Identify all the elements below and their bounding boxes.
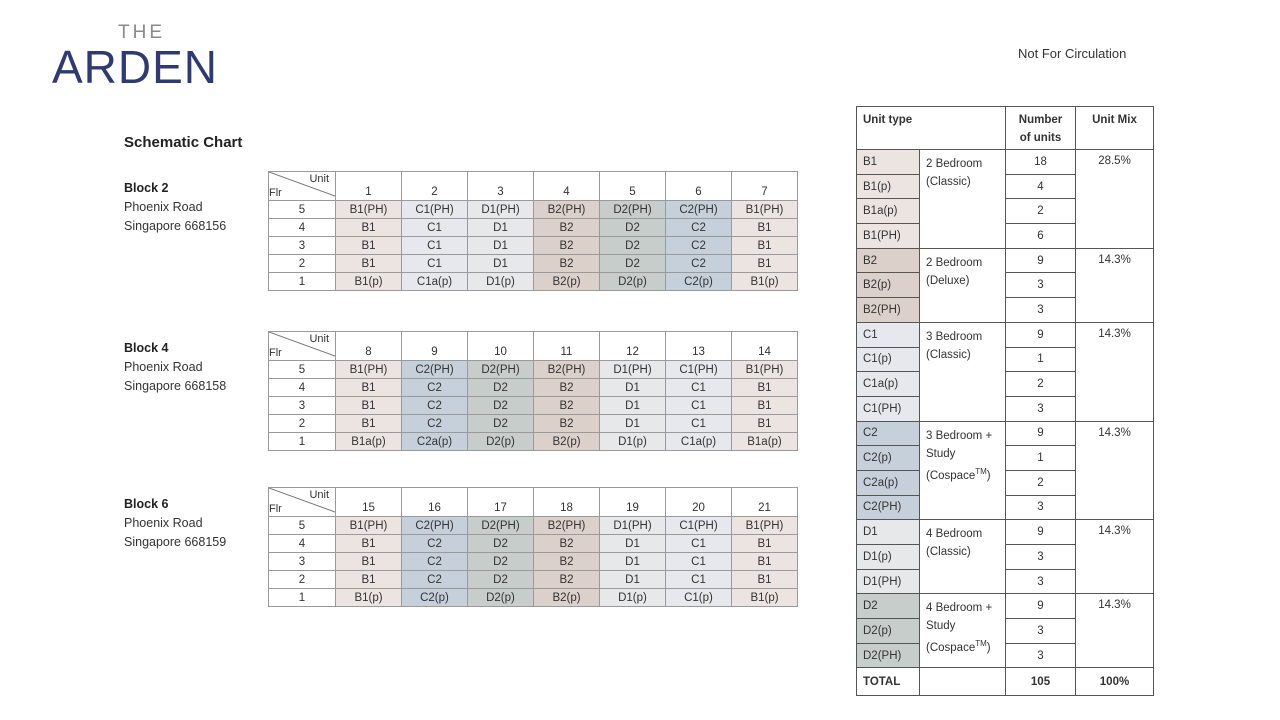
unit-cell: B1(PH) [732,201,798,219]
unit-label: Unit [309,173,329,185]
mix-row [857,248,1154,273]
unit-number: 4 [534,172,600,201]
unit-cell: B1 [336,379,402,397]
floor-number: 5 [269,517,336,535]
unit-cell: B1a(p) [336,433,402,451]
unit-cell: C2 [666,219,732,237]
unit-number: 16 [402,488,468,517]
grid-header-row [269,488,798,517]
unit-code: D1 [857,520,920,545]
floor-number: 3 [269,553,336,571]
unit-number: 15 [336,488,402,517]
unit-number: 17 [468,488,534,517]
unit-cell: B2 [534,553,600,571]
unit-cell: C2(PH) [666,201,732,219]
block-road: Phoenix Road [124,200,203,214]
trademark: TM [975,466,987,476]
unit-mix-percent: 28.5% [1076,150,1154,249]
trademark: TM [975,639,987,649]
unit-cell: C2 [402,535,468,553]
unit-description: 3 Bedroom (Classic) [920,322,1006,421]
floor-row [269,553,798,571]
unit-cell: B1 [732,415,798,433]
floor-row [269,571,798,589]
unit-cell: D1(PH) [600,517,666,535]
unit-cell: C2 [402,397,468,415]
unit-description: 2 Bedroom (Classic) [920,150,1006,249]
unit-cell: B2(PH) [534,201,600,219]
unit-count: 1 [1006,347,1076,372]
unit-cell: C1(PH) [666,361,732,379]
unit-cell: D2(p) [468,433,534,451]
unit-cell: B1(p) [732,589,798,607]
unit-description: 3 Bedroom + Study (Cospace™) [920,421,1006,520]
unit-cell: D1 [468,219,534,237]
unit-cell: C2 [666,237,732,255]
mix-header-row [857,107,1154,150]
mix-row [857,594,1154,619]
flr-label: Flr [269,187,282,199]
block-name: Block 4 [124,341,169,355]
unit-cell: B2 [534,535,600,553]
floor-number: 1 [269,589,336,607]
unit-code: C1a(p) [857,372,920,397]
unit-cell: B1 [336,571,402,589]
unit-code: C2(p) [857,446,920,471]
floor-row [269,535,798,553]
unit-cell: D1 [600,571,666,589]
unit-cell: C1 [666,397,732,415]
unit-number: 21 [732,488,798,517]
unit-count: 2 [1006,372,1076,397]
unit-cell: B1 [336,415,402,433]
unit-number: 5 [600,172,666,201]
unit-cell: B1(PH) [336,517,402,535]
unit-number: 14 [732,332,798,361]
mix-row [857,421,1154,446]
unit-cell: B2 [534,219,600,237]
unit-number: 18 [534,488,600,517]
unit-count: 3 [1006,643,1076,668]
unit-cell: C1(PH) [402,201,468,219]
unit-cell: D2 [468,553,534,571]
unit-mix-percent: 14.3% [1076,520,1154,594]
floor-row [269,273,798,291]
unit-number: 20 [666,488,732,517]
unit-cell: B2 [534,397,600,415]
mix-row [857,150,1154,175]
unit-cell: B1(p) [336,273,402,291]
unit-cell: C1(p) [666,589,732,607]
unit-code: B1 [857,150,920,175]
unit-cell: B1 [336,237,402,255]
unit-code: C2a(p) [857,470,920,495]
unit-cell: D2(PH) [468,517,534,535]
schematic-grid [268,331,798,451]
flr-label: Flr [269,503,282,515]
schematic-grid [268,487,798,607]
unit-description: 4 Bedroom + Study (Cospace™) [920,594,1006,668]
floor-number: 2 [269,415,336,433]
unit-cell: C1 [402,255,468,273]
floor-row [269,361,798,379]
unit-cell: C1 [666,415,732,433]
unit-code: B1a(p) [857,199,920,224]
unit-cell: C1 [666,571,732,589]
unit-cell: B1 [732,553,798,571]
unit-cell: B1a(p) [732,433,798,451]
floor-row [269,219,798,237]
grid-header-row [269,332,798,361]
unit-description: 2 Bedroom (Deluxe) [920,248,1006,322]
floor-number: 1 [269,433,336,451]
floor-row [269,255,798,273]
unit-count: 1 [1006,446,1076,471]
floor-row [269,517,798,535]
unit-label: Unit [309,489,329,501]
unit-cell: D2 [600,255,666,273]
logo-arden: ARDEN [52,41,219,93]
floor-number: 5 [269,361,336,379]
total-row [857,668,1154,696]
floor-number: 3 [269,237,336,255]
unit-cell: B1 [336,553,402,571]
floor-row [269,433,798,451]
unit-cell: B1(PH) [732,361,798,379]
unit-count: 4 [1006,174,1076,199]
floor-number: 4 [269,379,336,397]
unit-cell: D2(PH) [600,201,666,219]
unit-number: 7 [732,172,798,201]
unit-count: 18 [1006,150,1076,175]
unit-code: C1 [857,322,920,347]
unit-cell: B1 [732,219,798,237]
unit-cell: B2 [534,255,600,273]
unit-cell: B1 [732,379,798,397]
unit-count: 3 [1006,495,1076,520]
unit-number: 8 [336,332,402,361]
unit-cell: B1 [336,255,402,273]
unit-cell: C2 [402,553,468,571]
unit-cell: C2(p) [666,273,732,291]
floor-number: 1 [269,273,336,291]
unit-cell: B2 [534,379,600,397]
unit-cell: B1(PH) [732,517,798,535]
unit-cell: D2 [468,571,534,589]
unit-cell: D1 [600,379,666,397]
unit-count: 9 [1006,421,1076,446]
floor-number: 4 [269,219,336,237]
block-postal: Singapore 668159 [124,535,227,549]
grid-corner [269,488,336,517]
unit-cell: D2 [468,415,534,433]
block-info [124,179,226,236]
unit-cell: C2(p) [402,589,468,607]
unit-cell: B1(PH) [336,201,402,219]
unit-cell: D2 [468,379,534,397]
floor-number: 3 [269,397,336,415]
unit-count: 3 [1006,273,1076,298]
unit-cell: B1(p) [336,589,402,607]
schematic-title: Schematic Chart [124,134,243,151]
unit-cell: D1 [468,255,534,273]
unit-cell: B1 [336,397,402,415]
header-mix: Unit Mix [1076,107,1154,150]
unit-description: 4 Bedroom (Classic) [920,520,1006,594]
not-for-circulation: Not For Circulation [1018,46,1127,61]
unit-cell: C1a(p) [666,433,732,451]
unit-cell: D2 [600,237,666,255]
unit-number: 11 [534,332,600,361]
unit-mix-percent: 14.3% [1076,248,1154,322]
grid-corner [269,172,336,201]
unit-number: 1 [336,172,402,201]
unit-count: 9 [1006,322,1076,347]
unit-number: 2 [402,172,468,201]
floor-number: 2 [269,571,336,589]
unit-code: C2(PH) [857,495,920,520]
unit-number: 9 [402,332,468,361]
unit-cell: B2 [534,415,600,433]
unit-cell: D1 [600,553,666,571]
unit-cell: B1 [732,571,798,589]
unit-cell: B2 [534,571,600,589]
block-postal: Singapore 668156 [124,219,227,233]
unit-cell: B2 [534,237,600,255]
unit-cell: B1 [336,535,402,553]
unit-cell: C1(PH) [666,517,732,535]
unit-cell: B1 [732,397,798,415]
unit-cell: B1 [732,535,798,553]
unit-cell: D1(p) [600,433,666,451]
unit-number: 12 [600,332,666,361]
unit-cell: D1(PH) [468,201,534,219]
floor-number: 4 [269,535,336,553]
unit-cell: D1 [600,415,666,433]
floor-row [269,201,798,219]
unit-cell: C1 [402,237,468,255]
floor-number: 2 [269,255,336,273]
unit-mix-percent: 14.3% [1076,594,1154,668]
unit-code: C1(p) [857,347,920,372]
unit-cell: D2 [468,397,534,415]
floor-row [269,415,798,433]
unit-cell: B2(p) [534,433,600,451]
unit-cell: C2 [402,379,468,397]
unit-cell: C2 [666,255,732,273]
unit-cell: B2(PH) [534,517,600,535]
unit-number: 3 [468,172,534,201]
unit-cell: B1 [732,237,798,255]
block-name: Block 6 [124,497,169,511]
unit-count: 3 [1006,545,1076,570]
unit-cell: B2(PH) [534,361,600,379]
header-number: Number of units [1006,107,1076,150]
unit-cell: D1(p) [468,273,534,291]
unit-count: 3 [1006,619,1076,644]
unit-cell: B1(p) [732,273,798,291]
unit-cell: D1 [468,237,534,255]
unit-label: Unit [309,333,329,345]
flr-label: Flr [269,347,282,359]
unit-cell: B1(PH) [336,361,402,379]
mix-row [857,520,1154,545]
unit-number: 6 [666,172,732,201]
unit-count: 2 [1006,199,1076,224]
block-road: Phoenix Road [124,516,203,530]
unit-cell: D1 [600,397,666,415]
unit-cell: B1 [336,219,402,237]
unit-number: 19 [600,488,666,517]
unit-code: D1(p) [857,545,920,570]
unit-code: B1(PH) [857,224,920,249]
block-road: Phoenix Road [124,360,203,374]
unit-cell: C1a(p) [402,273,468,291]
unit-code: C2 [857,421,920,446]
unit-count: 3 [1006,569,1076,594]
unit-code: B1(p) [857,174,920,199]
unit-cell: C2(PH) [402,361,468,379]
unit-cell: C1 [666,379,732,397]
unit-mix-percent: 14.3% [1076,421,1154,520]
unit-cell: C1 [402,219,468,237]
block-postal: Singapore 668158 [124,379,227,393]
total-mix: 100% [1076,668,1154,696]
unit-code: D2 [857,594,920,619]
schematic-grid [268,171,798,291]
block-info [124,495,226,552]
unit-code: B2 [857,248,920,273]
floor-number: 5 [269,201,336,219]
floor-row [269,589,798,607]
unit-code: D2(PH) [857,643,920,668]
logo [52,22,237,94]
floor-row [269,237,798,255]
unit-mix-percent: 14.3% [1076,322,1154,421]
unit-count: 3 [1006,396,1076,421]
unit-code: D1(PH) [857,569,920,594]
unit-cell: D2 [468,535,534,553]
unit-code: C1(PH) [857,396,920,421]
logo-the: THE [118,22,165,43]
unit-count: 9 [1006,520,1076,545]
unit-cell: D1(p) [600,589,666,607]
unit-cell: B2(p) [534,273,600,291]
unit-cell: C2(PH) [402,517,468,535]
unit-code: D2(p) [857,619,920,644]
total-label: TOTAL [857,668,920,696]
unit-count: 9 [1006,594,1076,619]
unit-count: 6 [1006,224,1076,249]
unit-cell: C2 [402,571,468,589]
floor-row [269,397,798,415]
grid-corner [269,332,336,361]
unit-cell: D2(p) [468,589,534,607]
unit-cell: D1 [600,535,666,553]
unit-count: 2 [1006,470,1076,495]
unit-code: B2(PH) [857,298,920,323]
unit-cell: C2 [402,415,468,433]
grid-header-row [269,172,798,201]
unit-number: 10 [468,332,534,361]
unit-cell: D2(p) [600,273,666,291]
unit-mix-table [856,106,1154,696]
unit-cell: C2a(p) [402,433,468,451]
unit-cell: D2(PH) [468,361,534,379]
unit-cell: C1 [666,553,732,571]
unit-cell: B1 [732,255,798,273]
unit-cell: D1(PH) [600,361,666,379]
total-blank [920,668,1006,696]
mix-row [857,322,1154,347]
block-info [124,339,226,396]
block-name: Block 2 [124,181,169,195]
unit-number: 13 [666,332,732,361]
header-unit-type: Unit type [857,107,1006,150]
unit-cell: C1 [666,535,732,553]
total-count: 105 [1006,668,1076,696]
unit-count: 3 [1006,298,1076,323]
unit-cell: B2(p) [534,589,600,607]
unit-count: 9 [1006,248,1076,273]
floor-row [269,379,798,397]
unit-cell: D2 [600,219,666,237]
unit-code: B2(p) [857,273,920,298]
